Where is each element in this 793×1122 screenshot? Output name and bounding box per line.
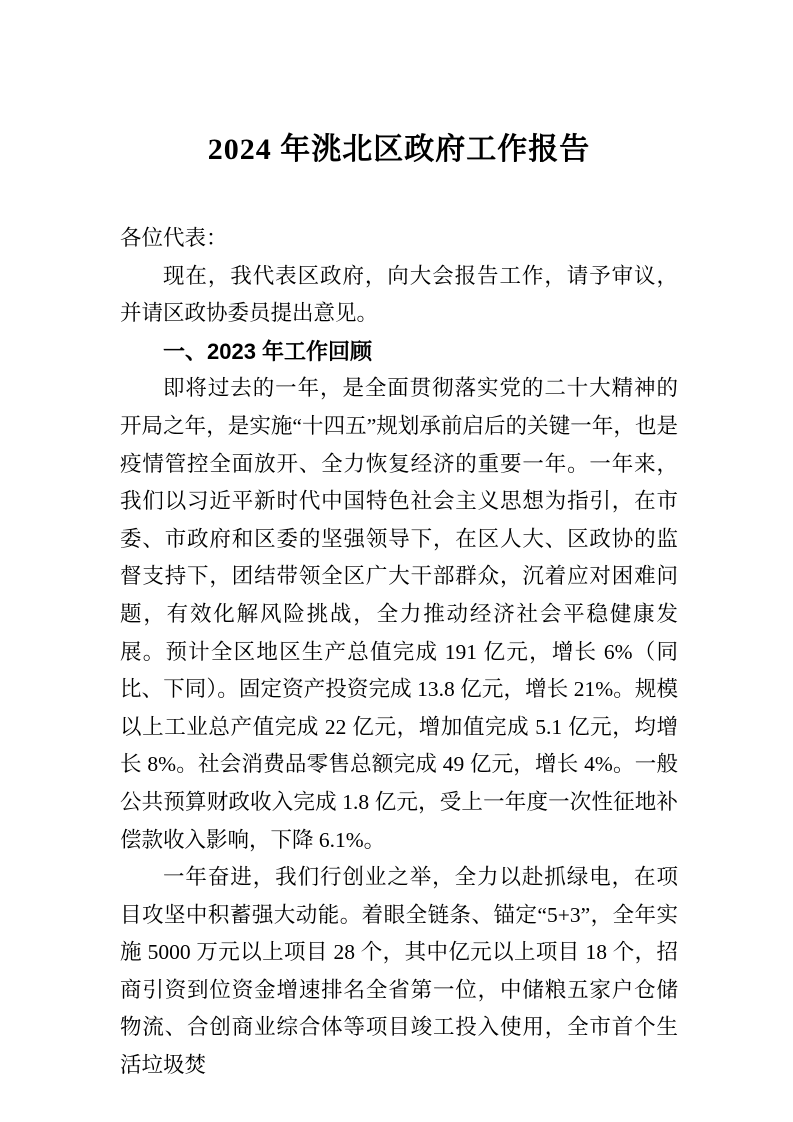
document-body (120, 220, 678, 1085)
document-content (120, 0, 678, 1085)
opening-paragraph: 现在，我代表区政府，向大会报告工作，请予审议，并请区政协委员提出意见。 (120, 263, 678, 326)
progress-paragraph: 一年奋进，我们行创业之举，全力以赴抓绿电，在项目攻坚中积蓄强大动能。着眼全链条、锚定“5+3”，全年实施 5000 万元以上项目 28 个，其中亿元以上项目 18 个，招商引资到位资金增速排名全省第一位，中储粮五家户仓储物流、合创商业综合体等项目竣工投入使用，全市首个生活垃圾焚 (120, 865, 678, 1078)
review-paragraph: 即将过去的一年，是全面贯彻落实党的二十大精神的开局之年，是实施“十四五”规划承前启后的关键一年，也是疫情管控全面放开、全力恢复经济的重要一年。一年来，我们以习近平新时代中国特色社会主义思想为指引，在市委、市政府和区委的坚强领导下，在区人大、区政协的监督支持下，团结带领全区广大干部群众，沉着应对困难问题，有效化解风险挑战，全力推动经济社会平稳健康发展。预计全区地区生产总值完成 191 亿元，增长 6%（同比、下同）。固定资产投资完成 13.8 亿元，增长 21%。规模以上工业总产值完成 22 亿元，增加值完成 5.1 亿元，均增长 8%。社会消费品零售总额完成 49 亿元，增长 4%。一般公共预算财政收入完成 1.8 亿元，受上一年度一次性征地补偿款收入影响，下降 6.1%。 (120, 376, 678, 852)
document-title: 2024 年洮北区政府工作报告 (207, 133, 591, 166)
salutation: 各位代表： (120, 226, 228, 250)
section-heading-2023-work-review: 一、2023 年工作回顾 (163, 338, 373, 364)
